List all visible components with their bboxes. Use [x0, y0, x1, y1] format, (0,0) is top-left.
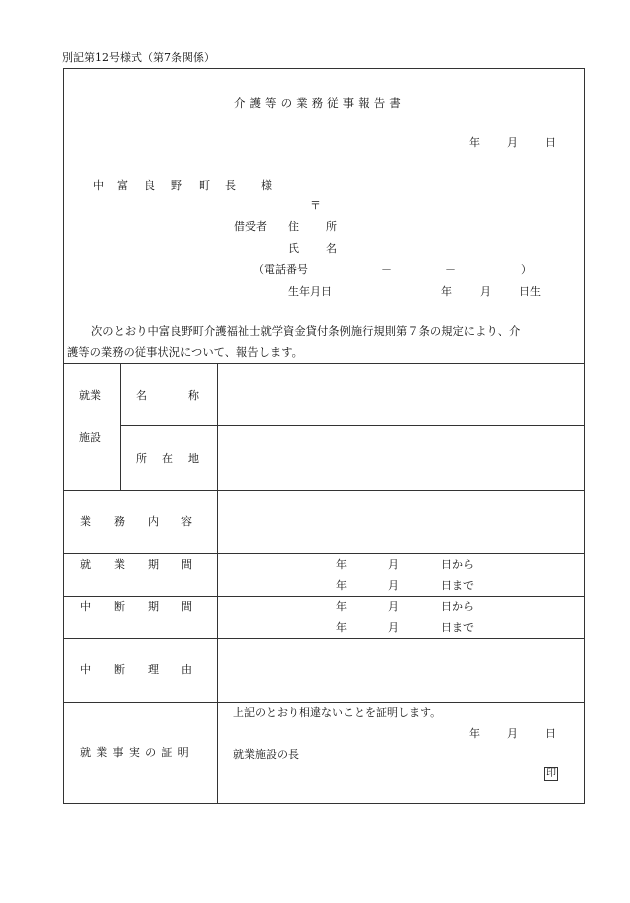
name-label-char: 名 — [326, 242, 337, 255]
facility-address-label-char: 地 — [188, 452, 199, 465]
employment-period-label-char: 就 — [80, 558, 91, 571]
body-text-line1: 次のとおり中富良野町介護福祉士就学資金貸付条例施行規則第７条の規定により、介 — [91, 325, 521, 338]
row-rule — [64, 553, 584, 554]
proof-statement: 上記のとおり相違ないことを証明します。 — [233, 706, 442, 719]
work-content-label-char: 業 — [80, 515, 91, 528]
proof-day: 日 — [545, 727, 556, 740]
applicant-role: 借受者 — [234, 220, 267, 233]
period-year: 年 — [336, 600, 347, 613]
period-year: 年 — [336, 579, 347, 592]
period-month: 月 — [388, 558, 399, 571]
employment-period-label-char: 間 — [181, 558, 192, 571]
interruption-reason-label-char: 断 — [114, 663, 125, 676]
period-from: 日から — [441, 558, 474, 571]
row-rule — [64, 638, 584, 639]
interruption-reason-label-char: 理 — [148, 663, 159, 676]
interruption-period-label-char: 間 — [181, 600, 192, 613]
interruption-period-label-char: 断 — [114, 600, 125, 613]
proof-month: 月 — [507, 727, 518, 740]
facility-head-label: 就業施設の長 — [233, 748, 299, 761]
period-month: 月 — [388, 600, 399, 613]
facility-address-label-char: 在 — [162, 452, 173, 465]
facility-label: 施設 — [79, 431, 101, 444]
period-month: 月 — [388, 621, 399, 634]
seal-mark: 印 — [546, 768, 556, 779]
document-title: 介護等の業務従事報告書 — [234, 96, 405, 110]
work-content-label-char: 容 — [181, 515, 192, 528]
addressee-char: 町 — [199, 179, 210, 192]
interruption-reason-label-char: 中 — [80, 663, 91, 676]
addressee-char: 長 — [225, 179, 236, 192]
period-year: 年 — [336, 558, 347, 571]
birth-year: 年 — [441, 285, 452, 298]
address-label-char: 所 — [326, 220, 337, 233]
employment-period-label-char: 業 — [114, 558, 125, 571]
work-content-label-char: 内 — [148, 515, 159, 528]
period-from: 日から — [441, 600, 474, 613]
interruption-period-label-char: 期 — [148, 600, 159, 613]
address-label-char: 住 — [288, 220, 299, 233]
date-month: 月 — [507, 136, 518, 149]
row-rule — [64, 702, 584, 703]
date-day: 日 — [545, 136, 556, 149]
interruption-reason-label-char: 由 — [181, 663, 192, 676]
work-content-label-char: 務 — [114, 515, 125, 528]
phone-close: ） — [521, 263, 532, 276]
addressee-char: 富 — [117, 179, 128, 192]
proof-year: 年 — [469, 727, 480, 740]
col-rule — [120, 363, 121, 490]
body-text-line2: 護等の業務の従事状況について、報告します。 — [67, 346, 303, 359]
date-year: 年 — [469, 136, 480, 149]
period-month: 月 — [388, 579, 399, 592]
interruption-period-label-char: 中 — [80, 600, 91, 613]
phone-dash: － — [381, 263, 392, 276]
facility-name-label-char: 名 — [136, 389, 147, 402]
name-label-char: 氏 — [288, 242, 299, 255]
row-rule — [120, 425, 584, 426]
proof-label: 就業事実の証明 — [80, 746, 194, 759]
employment-period-label-char: 期 — [148, 558, 159, 571]
birth-day: 日生 — [519, 285, 541, 298]
addressee-char: 良 — [144, 179, 155, 192]
addressee-char: 中 — [93, 179, 104, 192]
birth-month: 月 — [480, 285, 491, 298]
phone-dash: － — [445, 263, 456, 276]
facility-label: 就業 — [79, 389, 101, 402]
postal-mark: 〒 — [310, 199, 321, 212]
report-form — [63, 68, 585, 804]
col-rule — [217, 363, 218, 803]
period-until: 日まで — [441, 579, 474, 592]
addressee-honorific: 様 — [261, 179, 272, 192]
row-rule — [64, 490, 584, 491]
addressee-char: 野 — [171, 179, 182, 192]
period-year: 年 — [336, 621, 347, 634]
facility-name-label-char: 称 — [188, 389, 199, 402]
period-until: 日まで — [441, 621, 474, 634]
facility-address-label-char: 所 — [136, 452, 147, 465]
table-top-rule — [64, 363, 584, 364]
phone-open: （電話番号 — [253, 263, 308, 276]
row-rule — [64, 596, 584, 597]
birth-label: 生年月日 — [288, 285, 332, 298]
form-label: 別記第12号様式（第7条関係） — [62, 51, 215, 64]
